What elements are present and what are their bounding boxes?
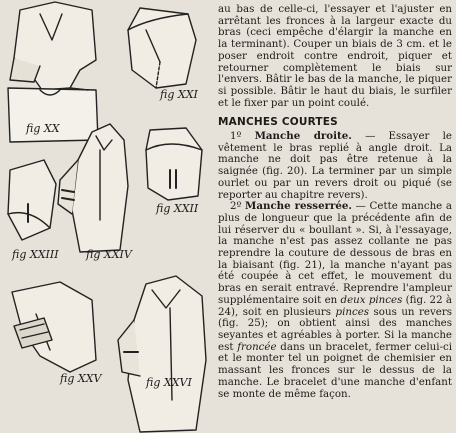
intro-paragraph: au bas de celle-ci, l'essayer et l'ajuster en arrêtant les fronces à la largeur exacte du bras (ceci empêche d'élargir la manche en la terminant). Couper un biais de 3 cm. et le poser endroit contre endroit, piquer et retourner complètement le biais sur l'envers. Bâtir le bas de la manche, le piquer si possible. Bâtir le haut du biais, le surfiler et le fixer par un point coulé. bbox=[218, 3, 452, 109]
sleeve-illustrations bbox=[0, 0, 212, 433]
fig22-drawing bbox=[146, 128, 202, 200]
p1-body: — Essayer le vêtement le bras replié à angle droit. La manche ne doit pas être retenue à la saignée (fig. 20). La terminer par un simple ourlet ou par un revers droit ou piqué (se reporter au chapitre revers). bbox=[218, 130, 452, 201]
section-title: MANCHES COURTES bbox=[218, 116, 338, 129]
p2-body-b: (fig. 22 à 24), soit en plusieurs bbox=[218, 293, 452, 318]
p2-body-a: — Cette manche a plus de longueur que la précédente afin de lui réserver du « boullant ». Si, à l'essayage, la manche n'est pas assez collante ne pas reprendre la couture de dessous de bras en la biaisant (fig. 21), la manche n'ayant pas été coupée à cet effet, le mouvement du bras en serait entravé. Reprendre l'ampleur supplémentaire soit en bbox=[218, 200, 453, 306]
body-text-column bbox=[218, 4, 452, 400]
p2-italic-b: pinces bbox=[335, 305, 370, 318]
paragraph-manche-resserree bbox=[218, 201, 452, 400]
fig24-drawing bbox=[58, 124, 128, 252]
p2-body-d: dans un bracelet, fermer celui-ci et le monter tel un poignet de chemisier en massant les fronces sur le dessus de la manche. Le bracelet d'une manche d'enfant se monte de même façon. bbox=[218, 340, 452, 400]
figure-caption-24: fig XXIV bbox=[86, 248, 132, 261]
fig26-drawing bbox=[118, 276, 206, 432]
p2-italic-c: froncée bbox=[237, 340, 277, 353]
fig20-drawing bbox=[8, 2, 98, 142]
p2-title: Manche resserrée. bbox=[245, 200, 353, 213]
p1-title: Manche droite. bbox=[254, 130, 352, 143]
figure-caption-23: fig XXIII bbox=[12, 248, 59, 261]
figure-caption-21: fig XXI bbox=[160, 88, 198, 101]
p2-italic-a: deux pinces bbox=[340, 293, 403, 306]
fig25-drawing bbox=[12, 282, 96, 372]
figure-caption-26: fig XXVI bbox=[146, 376, 192, 389]
figure-caption-25: fig XXV bbox=[60, 372, 102, 385]
figure-caption-22: fig XXII bbox=[156, 202, 199, 215]
paragraph-manche-droite bbox=[218, 131, 452, 201]
fig23-drawing bbox=[8, 160, 56, 240]
fig21-drawing bbox=[128, 8, 196, 88]
p2-body-c: sous un revers (fig. 25); on obtient ainsi des manches seyantes et agréables à porter. Si la manche est bbox=[218, 305, 452, 353]
p2-number: 2º bbox=[230, 200, 245, 213]
figure-caption-20: fig XX bbox=[26, 122, 60, 135]
illustrations-panel bbox=[0, 0, 212, 433]
p1-number: 1º bbox=[230, 130, 255, 143]
